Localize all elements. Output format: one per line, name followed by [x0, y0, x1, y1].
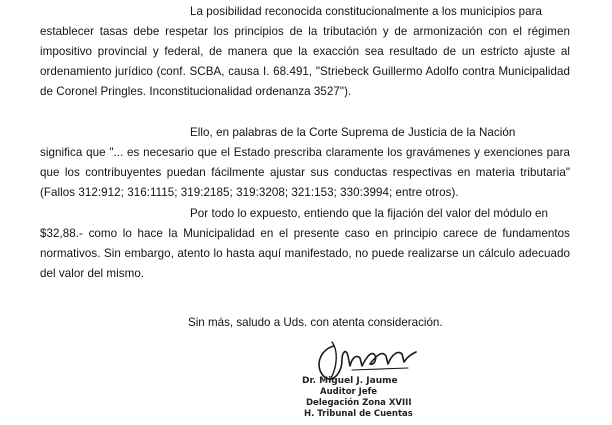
stamp-name: Dr. Miguel J. Jaume [302, 376, 398, 386]
closing-line: Sin más, saludo a Uds. con atenta consideración. [188, 316, 443, 329]
stamp-institution: H. Tribunal de Cuentas [304, 409, 413, 419]
stamp-delegation: Delegación Zona XVIII [306, 398, 412, 408]
paragraph-2-body: significa que "... es necesario que el Estado prescriba claramente los gravámenes y exenciones para que los contribuyentes puedan fácilmente ajustar sus conductas respectivas en materia tributaria" (Fallos 312:912; 316:1115; 319:2185; 319:3208; 321:153; 330:3994; entre otros). [40, 146, 570, 199]
paragraph-3 [40, 204, 570, 284]
paragraph-2-first-line: Ello, en palabras de la Corte Suprema de Justicia de la Nación [190, 126, 516, 139]
stamp-title: Auditor Jefe [320, 387, 378, 397]
official-stamp [298, 376, 418, 420]
paragraph-3-body: $32,88.- como lo hace la Municipalidad en el presente caso en principio carece de fundamentos normativos. Sin embargo, atento lo hasta aquí manifestado, no puede realizarse un cálculo adecuado del valor del mismo. [40, 227, 570, 280]
paragraph-1 [40, 2, 570, 102]
paragraph-2 [40, 123, 570, 203]
paragraph-1-first-line: La posibilidad reconocida constitucionalmente a los municipios para [190, 5, 543, 18]
paragraph-1-body: establecer tasas debe respetar los principios de la tributación y de armonización con el régimen impositivo provincial y federal, de manera que la exacción sea resultado de un estricto ajuste al ordenamiento jurídico (conf. SCBA, causa I. 68.491, "Striebeck Guillermo Adolfo contra Municipalidad de Coronel Pringles. Inconstitucionalidad ordenanza 3527"). [40, 25, 570, 98]
paragraph-3-first-line: Por todo lo expuesto, entiendo que la fijación del valor del módulo en [190, 207, 548, 220]
